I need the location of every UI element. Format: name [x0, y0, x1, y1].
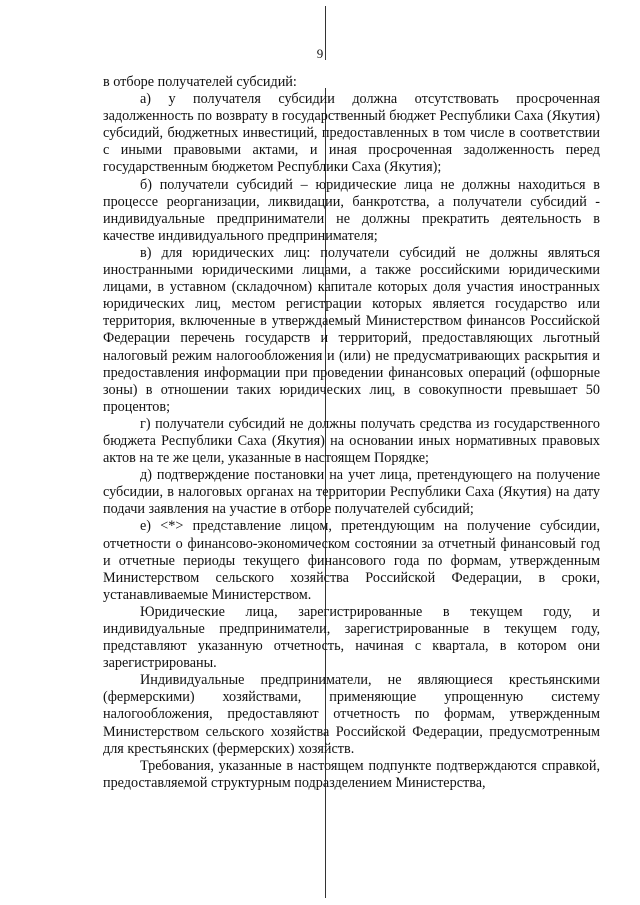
document-body	[103, 74, 600, 792]
paragraph-requirements: Требования, указанные в настоящем подпункте подтверждаются справкой, предоставляемой структурным подразделением Министерства,	[103, 757, 600, 791]
paragraph-e: е) <*> представление лицом, претендующим на получение субсидии, отчетности о финансово-экономическом состоянии за отчетный финансовый год и отчетные периоды текущего финансового года по формам, утвержденным Министерством сельского хозяйства Российской Федерации, в сроки, устанавливаемые Министерством.	[103, 518, 600, 603]
paragraph-individual-entrepreneurs: Индивидуальные предприниматели, не являющиеся крестьянскими (фермерскими) хозяйствами, применяющие упрощенную систему налогообложения, предоставляют отчетность по формам, утвержденным Министерством сельского хозяйства Российской Федерации, предусмотренным для крестьянских (фермерских) хозяйств.	[103, 672, 600, 757]
paragraph-a: а) у получателя субсидии должна отсутствовать просроченная задолженность по возврату в государственный бюджет Республики Саха (Якутия) субсидий, бюджетных инвестиций, предоставленных в том числе в соответствии с иными правовыми актами, и иная просроченная задолженность перед государственным бюджетом Республики Саха (Якутия);	[103, 91, 600, 176]
paragraph-intro: в отборе получателей субсидий:	[103, 74, 297, 90]
paragraph-d: д) подтверждение постановки на учет лица, претендующего на получение субсидии, в налоговых органах на территории Республики Саха (Якутия) на дату подачи заявления на участие в отборе получателей субсидий;	[103, 467, 600, 518]
paragraph-legal-entities: Юридические лица, зарегистрированные в текущем году, и индивидуальные предприниматели, зарегистрированные в текущем году, представляют указанную отчетность, начиная с квартала, в котором они зарегистрированы.	[103, 603, 600, 672]
paragraph-b: б) получатели субсидий – юридические лица не должны находиться в процессе реорганизации, ликвидации, банкротства, а получатели субсидий - индивидуальные предприниматели не должны прекратить деятельность в качестве индивидуального предпринимателя;	[103, 176, 600, 244]
paragraph-g: г) получатели субсидий не должны получать средства из государственного бюджета Республики Саха (Якутия) на основании иных нормативных правовых актов на те же цели, указанные в настоящем Порядке;	[103, 415, 600, 467]
paragraph-v: в) для юридических лиц: получатели субсидий не должны являться иностранными юридическими лицами, а также российскими юридическими лицами, в уставном (складочном) капитале которых доля участия иностранных юридических лиц, местом регистрации которых является государство или территория, включенные в утверждаемый Министерством финансов Российской Федерации перечень государств и территорий, предоставляющих льготный налоговый режим налогообложения и (или) не предусматривающих раскрытия и предоставления информации при проведении финансовых операций (офшорные зоны) в отношении таких юридических лиц, в совокупности превышает 50 процентов;	[103, 244, 600, 415]
page-number: 9	[316, 46, 324, 61]
